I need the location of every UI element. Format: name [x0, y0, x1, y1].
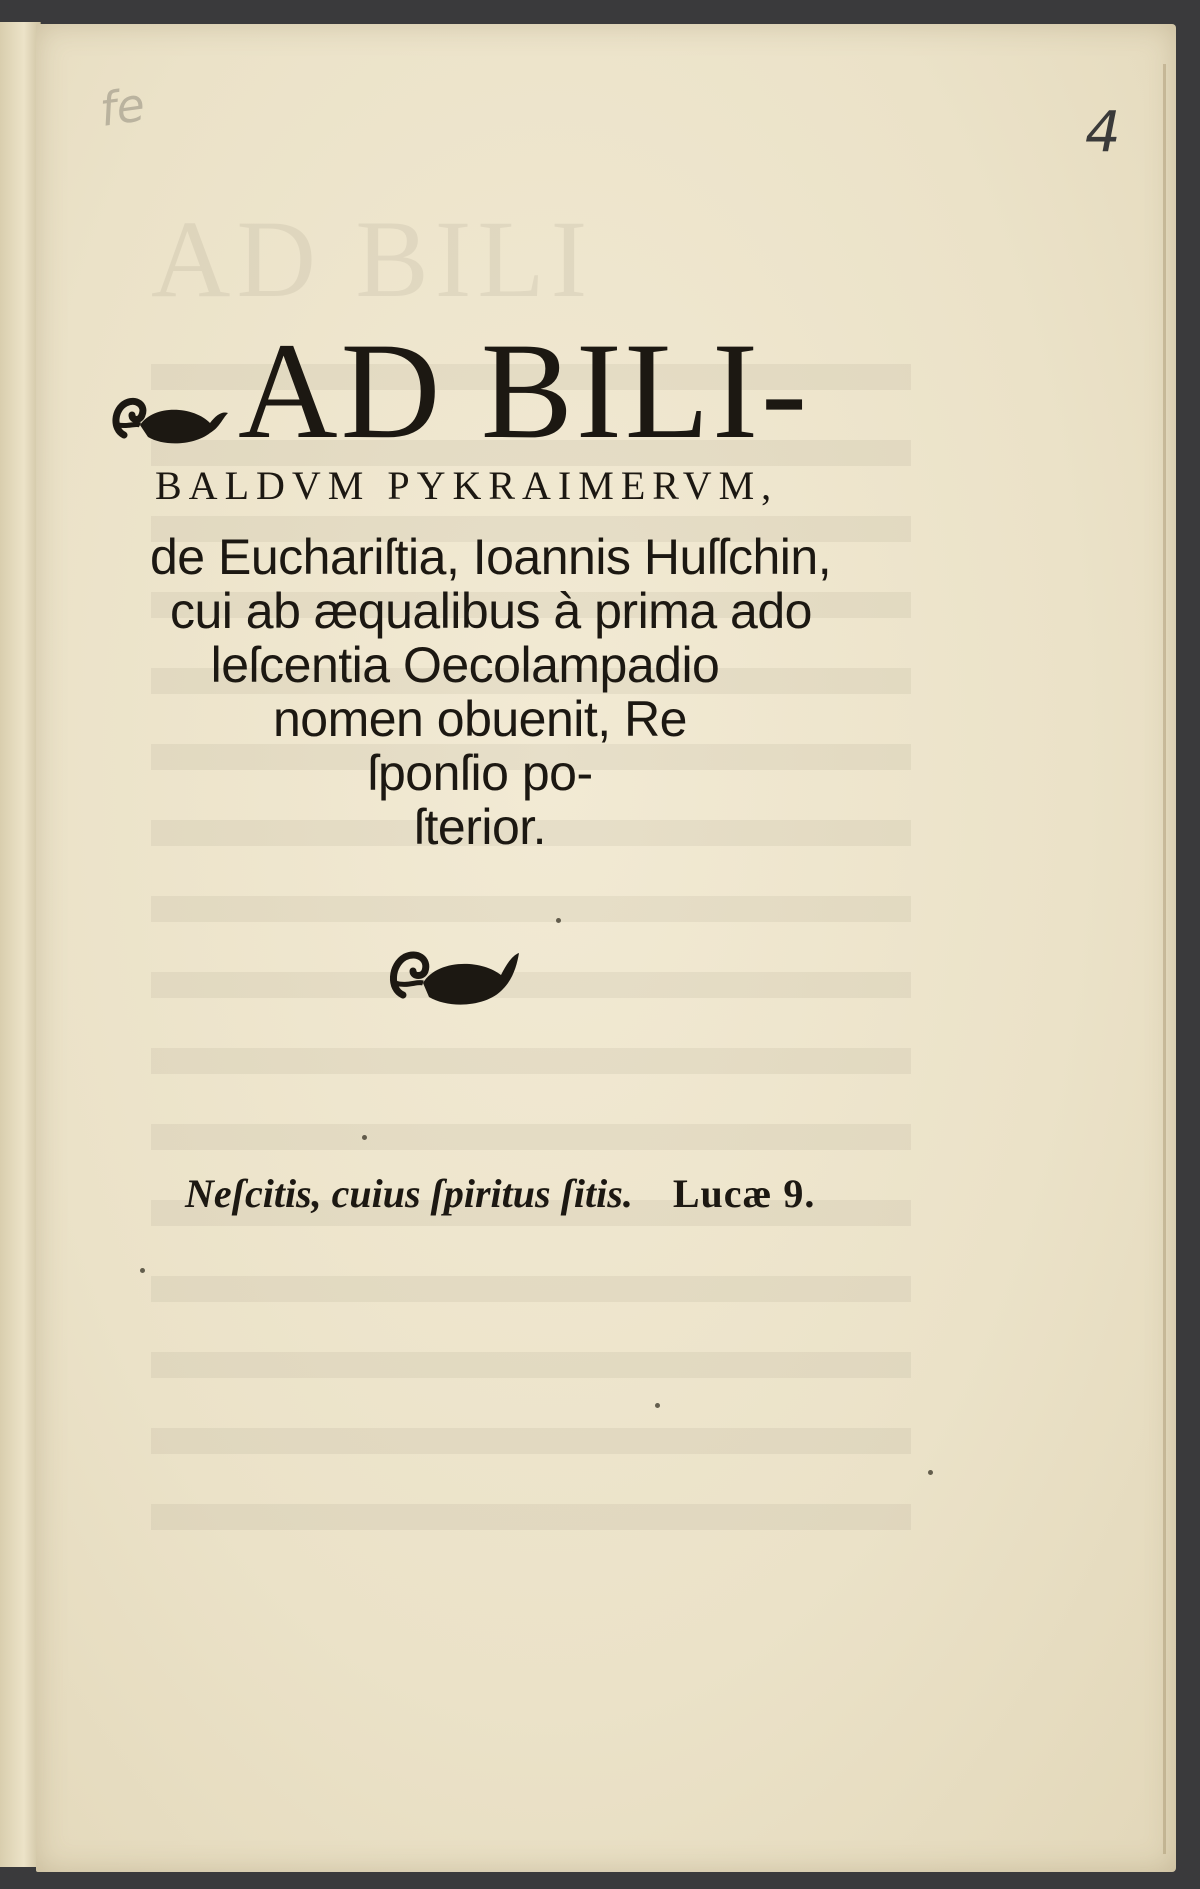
title-block [110, 314, 870, 467]
show-through-text: AD BILI [151, 199, 911, 1549]
ink-speck [362, 1135, 367, 1140]
body-line-4: nomen obuenit, Re [272, 691, 687, 747]
ink-speck [140, 1268, 145, 1273]
body-line-3: leſcentia Oecolampadio [210, 637, 720, 693]
ink-speck [928, 1470, 933, 1475]
body-line-2: cui ab æqualibus à prima ado [170, 583, 812, 639]
folio-number: 4 [1085, 100, 1121, 165]
pencil-annotation: fe [96, 77, 149, 137]
facing-page-edge [0, 22, 41, 1867]
motto-reference: Lucæ 9. [672, 1171, 816, 1216]
ink-speck [556, 918, 561, 923]
body-line-5: ſponſio po- [367, 745, 593, 801]
title-caps-line: BALDVM PYKRAIMERVM, [155, 463, 779, 508]
title-heading: AD BILI- [238, 314, 811, 467]
fleuron-icon [110, 385, 230, 460]
motto-text: Neſcitis, cuius ſpiritus ſitis. [185, 1171, 633, 1216]
motto-line [185, 1170, 815, 1217]
book-page [36, 24, 1176, 1872]
center-fleuron-icon [385, 935, 525, 1020]
body-line-1: de Euchariſtia, Ioannis Huſſchin, [150, 529, 832, 585]
ink-speck [655, 1403, 660, 1408]
body-line-6: ſterior. [413, 799, 547, 855]
